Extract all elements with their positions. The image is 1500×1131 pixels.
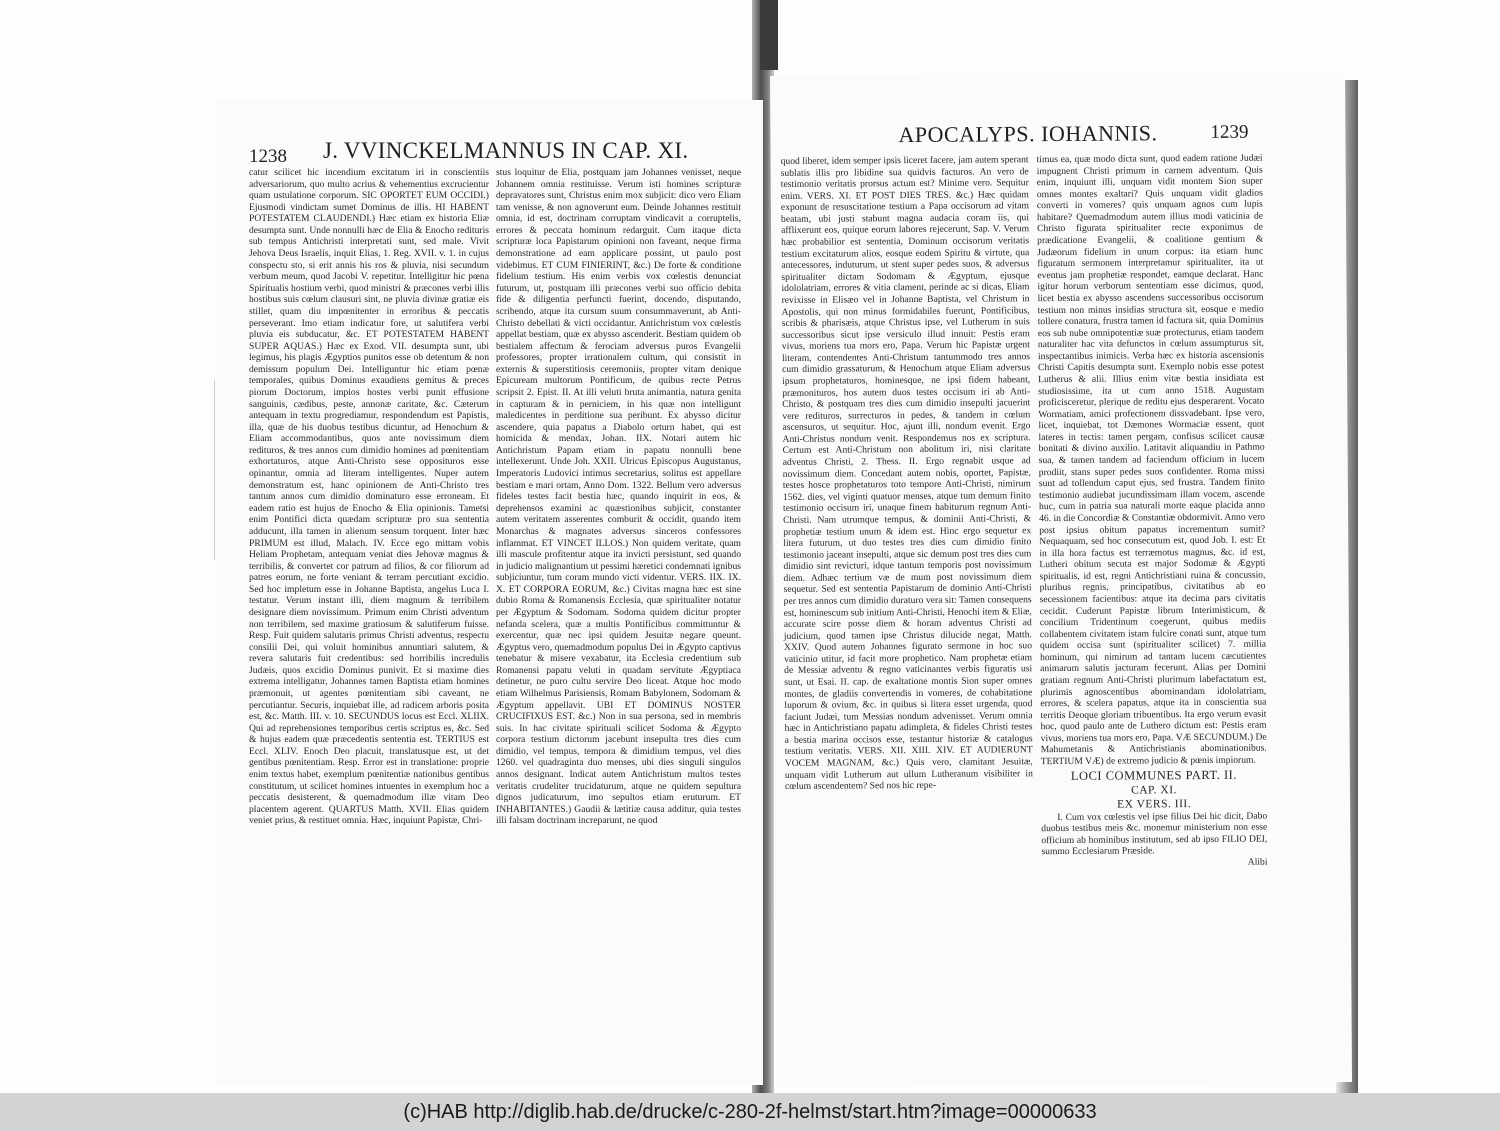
right-page-column-2-closing-text: I. Cum vox cœlestis vel ipse filius Dei hic dicit, Dabo duobus testibus meis &c. monemur ministerium non esse officium ab hominibus institutum, sed ab ipso FILIO DEI, summo Ecclesiarum Præside.	[1041, 810, 1268, 858]
loci-communes-heading: LOCI COMMUNES PART. II.	[1070, 767, 1237, 783]
verse-heading: EX VERS. III.	[1117, 797, 1192, 811]
left-page-column-1	[249, 167, 489, 827]
catchword: Alibi	[1247, 856, 1268, 868]
image-source-caption	[0, 1093, 1500, 1131]
right-edge-margin	[1358, 0, 1500, 1093]
right-page-column-1-text: quod liberet, idem semper ipsis liceret facere, jam autem sperant sublatis illis pro libidine sua quidvis facturos. An vero de testimonio veritatis prorsus actum est? Minime vero. Sequitur enim. VERS. XI. ET POST DIES TRES. &c.) Hæc quidam exponunt de resuscitatione testium a Papa occisorum ad vitam beatam, ubi justi stabunt magna audacia coram iis, qui afflixerunt eos, quique eorum labores rejecerunt, Sap. V. Verum hæc probabilior est sententia, Dominum occisorum veritatis testium excitaturum alios, eosque eodem Spiritu & virtute, qua antecessores, induturum, ut stent super pedes suos, & adversus spiritualiter dictam Sodomam & Ægyptum, ejusque idololatriam, errores & vitia clament, perinde ac si dicas, Eliam revixisse in Elisæo vel in Johanne Baptista, vel Christum in Apostolis, qui non minus formidabiles fuerunt, Pontificibus, scribis & pharisæis, atque Christus ipse, vel Lutherum in suis successoribus sicut ipse versiculo illud innuit: Pestis eram vivus, moriens tua mors ero, Papa. Verum hic Papistæ urgent literam, contendentes Anti-Christum tantummodo tres annos cum dimidio grassaturum, & Henochum atque Eliam adversus ipsum prophetaturos, hominesque, ne ipsi fidem habeant, præmonituros, hos autem duos testes occisum iri ab Anti-Christo, & postquam tres dies cum dimidio insepulti jacuerint vere redituros, surrecturos in pedes, & tandem in cœlum ascensuros, ut sequitur. Hoc, ajunt illi, nondum evenit. Ergo Anti-Christus nondum venit. Respondemus nos ex scriptura. Certum est Anti-Christum non abolitum iri, nisi claritate adventus Christi, 2. Thess. II. Ergo regnabit usque ad novissimum diem. Concedant autem nobis, oportet, Papistæ, testes hosce prophetaturos toto tempore Anti-Christi, nimirum 1562. dies, vel viginti quatuor menses, atque tum demum finito testimonio occisum iri, unaque finem habiturum regnum Anti-Christi. Nam utrumque tempus, & dominii Anti-Christi, & prophetiæ testium unum & idem est. Hinc ergo sequetur ex litera futurum, ut duo testes tres dies cum dimidio finito testimonio jaceant insepulti, atque sic demum post tres dies cum dimidio sint revicturi, idque tantum temporis post novissimum diem. Adhæc tertium væ de mum post novissimum diem sequetur. Sed est sententia Papistarum de dominio Anti-Christi per tres annos cum dimidio duraturo vera sit: Tamen consequens est, hominescum sub initium Anti-Christi, Henochi item & Eliæ, accurate scire posse diem & horam adventus Christi ad judicium, quod tamen ipse Christus dilucide negat, Matth. XXIV. Quod autem Johannes figurato sermone in hoc suo vaticinio utitur, id facit more prophetico. Nam prophetæ etiam de Messiæ adventu & regno vaticinantes verbis figuratis usi sunt, ut Esai. II. cap. de exaltatione montis Sion super omnes montes, de gladiis convertendis in vomeres, de cohabitatione luporum & ovium, &c. in quibus si litera esset urgenda, quod faciunt Judæi, tum Messias nondum advenisset. Verum omnia hæc in Antichristiano papatu adimpleta, & fideles Christi testes a bestia marina occisos esse, testantur historiæ & catalogus testium veritatis. VERS. XII. XIII. XIV. ET AUDIERUNT VOCEM MAGNAM, &c.) Quis vero, clamitant Jesuitæ, unquam vidit Lutherum aut ullum Lutheranum visibiliter in cœlum ascendentem? Sed nos hic repe-	[780, 154, 1033, 793]
left-page	[215, 100, 763, 1085]
right-page-number: 1239	[1210, 121, 1249, 143]
right-page-column-2	[1037, 153, 1268, 870]
caption-text: (c)HAB http://diglib.hab.de/drucke/c-280-2f-helmst/start.htm?image=00000633	[403, 1100, 1097, 1123]
right-running-head: APOCALYPS. IOHANNIS.	[898, 120, 1158, 148]
gutter-top-dark	[760, 0, 778, 70]
right-page	[770, 72, 1352, 1086]
left-page-column-2-text: stus loquitur de Elia, postquam jam Johannes venisset, neque Johannem omnia restituisse. Verum isti homines scripturæ depravatores sunt, Christus enim mox subjicit: dico vero Eliam tam venisse, & non agnoverunt eum. Deinde Johannes restituit omnia, id est, doctrinam corruptam vindicavit a corruptelis, errores & peccata hominum redarguit. Cum itaque dicta scripturæ loca Papistarum opinioni non faveant, neque firma demonstratione ad eam applicare possint, ut paulo post videbimus. ET CUM FINIERINT, &c.) De forte & conditione fidelium testium. His enim verbis vox cœlestis denunciat futurum, ut, postquam illi præcones verbi suo officio debita fide & diligentia perfuncti fuerint, docendo, disputando, scribendo, atque ita cursum suum consummaverunt, ab Anti-Christo debellati & victi occidantur. Antichristum vox cœlestis appellat bestiam, quæ ex abysso ascenderit. Bestiam quidem ob bestialem affectum & ferociam adversus puros Evangelii professores, propter irrationalem cultum, qui consistit in externis & superstitiosis ceremoniis, propter vitam denique Epicuream multorum Pontificum, de quibus recte Petrus scripsit 2. Epist. II. At illi veluti bruta animantia, natura genita in capturam & in perniciem, in his quæ non intelligunt maledicentes in perditione sua peribunt. Ex abysso dicitur ascendere, quia papatus a Diabolo orturn habet, qui est homicida & mendax, Johan. IIX. Notari autem hic Antichristum Papam etiam in papatu nonnulli bene intellexerunt. Unde Joh. XXII. Ulricus Episcopus Augustanus, Imperatoris Ludovici intimus secretarius, solitus est appellare bestiam e mari ortam, Anno Dom. 1322. Bellum vero adversus fideles testes facit bestia hæc, quando inquirit in eos, & deprehensos examini ac quæstionibus subjicit, constanter autem veritatem asserentes comburit & occidit, quando item Monarchas & magnates adversus sinceros confessores inflammat. ET VINCET ILLOS.) Non quidem veritate, quam illi mascule profitentur atque ita invicti persistunt, sed quando in judicio malignantium ut pessimi hæretici condemnati ignibus subjiciuntur, tum coram mundo victi videntur. VERS. IIX. IX. X. ET CORPORA EORUM, &c.) Civitas magna hæc est sine dubio Roma & Romanensis Ecclesia, quæ spiritualiter notatur per Ægyptum & Sodomam. Sodoma quidem dicitur propter nefanda scelera, quæ a multis Pontificibus committuntur & exercentur, quæ nec ipsi quidem Jesuitæ negare queunt. Ægyptus vero, quemadmodum populus Dei in Ægypto captivus tenebatur & misere vexabatur, ita Ecclesia credentium sub Romanensi papatu veluti in quadam servitute Ægyptiaca detinetur, ne puro cultu servire Deo liceat. Atque hoc modo etiam Wilhelmus Parisiensis, Romam Babylonem, Sodomam & Ægyptum appellavit. UBI ET DOMINUS NOSTER CRUCIFIXUS EST. &c.) Non in sua persona, sed in membris suis. In hac civitate spirituali scilicet Sodoma & Ægypto corpora testium dictorum jacebunt insepulta tres dies cum dimidio, vel tempus, tempora & dimidium tempus, vel dies 1260. vel quadraginta duo menses, ubi dies singuli singulos annos designant. Indicat autem Antichristum multos testes veritatis crudeliter trucidaturum, atque ne quidem sepultura dignos judicaturum, imo sepultos etiam eruturum. ET INHABITANTES.) Gaudii & lætitiæ causa additur, quia testes illi falsam doctrinam increparunt, ne quod	[496, 167, 741, 827]
left-page-column-2	[496, 167, 741, 827]
left-page-column-1-text: catur scilicet hic incendium excitatum iri in conscientiis adversariorum, quo multo acrius & vehementius excrucientur quam ustulatione corporum. SIC OPORTET EUM OCCIDI.) Ejusmodi vindictam sumet Dominus de illis. HI HABENT POTESTATEM CLAUDENDI.) Hæc etiam ex historia Eliæ desumpta sunt. Unde nonnulli hæc de Elia & Enocho redituris sub tempus Antichristi interpretati sunt, sed male. Vivit Jehova Deus Israelis, inquit Elias, 1. Reg. XVII. v. 1. in cujus conspectu sto, si erit annis his ros & pluvia, nisi secundum verbum meum, quod Jacobi V. repetitur. Intelligitur hic pœna Spiritualis hostium verbi, quod ministri & præcones verbi illis hostibus suis cœlum clausuri sint, ne pluvia divinæ gratiæ eis stillet, quam diu impœnitenter in erroribus & peccatis perseverant. Imo etiam indicatur fore, ut salutifera verbi pluvia eis subducatur, &c. ET POTESTATEM HABENT SUPER AQUAS.) Hæc ex Exod. VII. desumpta sunt, ubi legimus, his plagis Ægyptios punitos esse ob detentum & non demissum populum Dei. Intelliguntur hic etiam pœnæ temporales, quibus Dominus exaudiens gemitus & preces piorum Doctorum, impios hostes verbi punit effusione sanguinis, cædibus, peste, annonæ caritate, &c. Cæterum antequam in textu progrediamur, respondendum est Papistis, illa, quæ de his duobus testibus dicuntur, ad Henochum & Eliam accommodantibus, quos ante novissimum diem redituros, & tres annos cum dimidio homines ad pœnitentiam exhortaturos, atque Anti-Christo sese opposituros esse opinantur, omnia ad literam intelligentes. Nuper autem demonstratum est, hanc opinionem de Anti-Christo tres tantum annos cum dimidio dominaturo esse erroneam. Et eadem ratio est hujus de Enocho & Elia opinionis. Tametsi enim Pontifici dicta quædam scripturæ pro sua sententia adducunt, illa tamen in alienum sensum torquent. Inter hæc PRIMUM est illud, Malach. IV. Ecce ego mittam vobis Heliam Prophetam, antequam veniat dies Jehovæ magnus & terribilis, & convertet cor patrum ad filios, & cor filiorum ad patres eorum, ne forte veniant & terram percutiant excidio. Sed hoc impletum esse in Johanne Baptista, angelus Luca I. testatur. Verum instant illi, diem magnum & terribilem designare diem novissimum. Primum enim Christi adventum non terribilem, sed maxime gratiosum & salutiferum fuisse. Resp. Fuit quidem salutaris primus Christi adventus, respectu consilii Dei, qui voluit hominibus annuntiari salutem, & revera salutaris fuit credentibus: sed horribilis incredulis Judæis, quos excidio Dominus punivit. Et si maxime dies extrema intelligatur, Johannes tamen Baptista etiam homines præmonuit, ut agentes pœnitentiam sibi caveant, ne percutiantur. Securis, inquiebat ille, ad radicem arboris posita est, &c. Matth. III. v. 10. SECUNDUS locus est Eccl. XLIIX. Qui ad reprehensiones temporibus certis scriptus es, &c. Sed & hujus eadem quæ præcedentis sententia est. TERTIUS est Eccl. XLIV. Enoch Deo placuit, translatusque est, ut det gentibus pœnitentiam. Resp. Error est in translatione: proprie enim textus habet, exemplum pœnitentiæ nationibus gentibus constitutum, ut scilicet homines intuentes in exemplum hoc a peccatis desisterent, & quemadmodum illæ vitam Deo placentem agerent. QUARTUS Matth. XVII. Elias quidem veniet prius, & restituet omnia. Hæc, inquiunt Papistæ, Chri-	[249, 167, 489, 827]
right-page-column-2-text: timus ea, quæ modo dicta sunt, quod eadem ratione Judæi impugnent Christi primum in carnem adventum. Quis enim, inquiunt illi, unquam vidit montem Sion super omnes montes exaltari? Quis unquam vidit gladios converti in vomeres? quis unquam agnos cum lupis habitare? Quemadmodum autem illius modi vaticinia de Christo figurata spiritualiter recte exponimus de prædicatione Evangelii, & coalitione gentium & Judæorum fidelium in unum corpus: ita etiam hunc figuratum sermonem interpretamur spiritualiter, ita ut eventus jam prophetiæ respondet, eamque declarat. Hanc igitur horum verborum sententiam esse dicimus, quod, licet bestia ex abysso ascendens successoribus occisorum testium non minus insidias structura sit, eosque e medio tollere conatura, frustra tamen id factura sit, quia Dominus eos sub nube omnipotentiæ suæ protecturus, etiam tandem naturaliter hac vita defunctos in cœlum assumpturus sit, inspectantibus inimicis. Verba hæc ex historia ascensionis Christi Capitis desumpta sunt. Exemplo nobis esse potest Lutherus & alii. Illius enim vitæ bestia insidiata est studiosissime, ita ut cum anno 1518. Augustam proficisceretur, plerique de reditu ejus desperarent. Vocato Wormatiam, amici profectionem dissvadebant. Ipse vero, licet, inquiebat, tot Dæmones Wormaciæ essent, quot lateres in tectis: tamen pergam, confisus scilicet causæ bonitati & divino auxilio. Latitavit aliquandiu in Pathmo sua, & tamen tandem ad faciendum officium in lucem prodiit, stans super pedes suos confidenter. Roma missi sunt ad tollendum caput ejus, sed frustra. Tandem finito testimonio audiebat jucundissimam illam vocem, ascende huc, cum in patria sua naturali morte eaque placida anno 46. in die Concordiæ & Constantiæ obdormivit. Anno vero post ipsius obitum papatus incrementum sumit? Nequaquam, sed hoc consecutum est, quod Job. I. est: Et in illa hora factus est terræmotus magnus, &c. id est, Lutheri obitum secuta est major Sodomæ & Ægypti spiritualis, id est, regni Antichristiani ruina & concussio, pluribus regnis, principatibus, civitatibus ab eo secessionem facientibus: atque ita decima pars civitatis cecidit. Cuderunt Papistæ librum Interimisticum, & concilium Tridentinum coegerunt, quibus mediis collabentem civitatem istam fulcire conati sunt, atque tum quidem occisa sunt (spiritualiter scilicet) 7. millia hominum, qui nimirum ad tantam lucem cæcutientes animarum salutis jacturam fecerunt. Alias per Domini gratiam regnum Anti-Christi plurimum labefactatum est, plurimis agnoscentibus abominandam idololatriam, errores, & scelera papatus, atque ita in conscientia sua territis Deoque gloriam tribuentibus. Ita ergo verum evasit hoc, quod paulo ante de Luthero dictum est: Pestis eram vivus, moriens tua mors ero, Papa. VÆ SECUNDUM.) De Mahumetanis & Antichristianis abominationibus. TERTIUM VÆ) de extremo judicio & pœnis impiorum.	[1036, 152, 1267, 768]
left-page-number: 1238	[249, 146, 287, 167]
right-page-column-1	[781, 154, 1033, 793]
chapter-heading: CAP. XI.	[1131, 783, 1177, 797]
left-running-head: J. VVINCKELMANNUS IN CAP. XI.	[323, 138, 689, 163]
